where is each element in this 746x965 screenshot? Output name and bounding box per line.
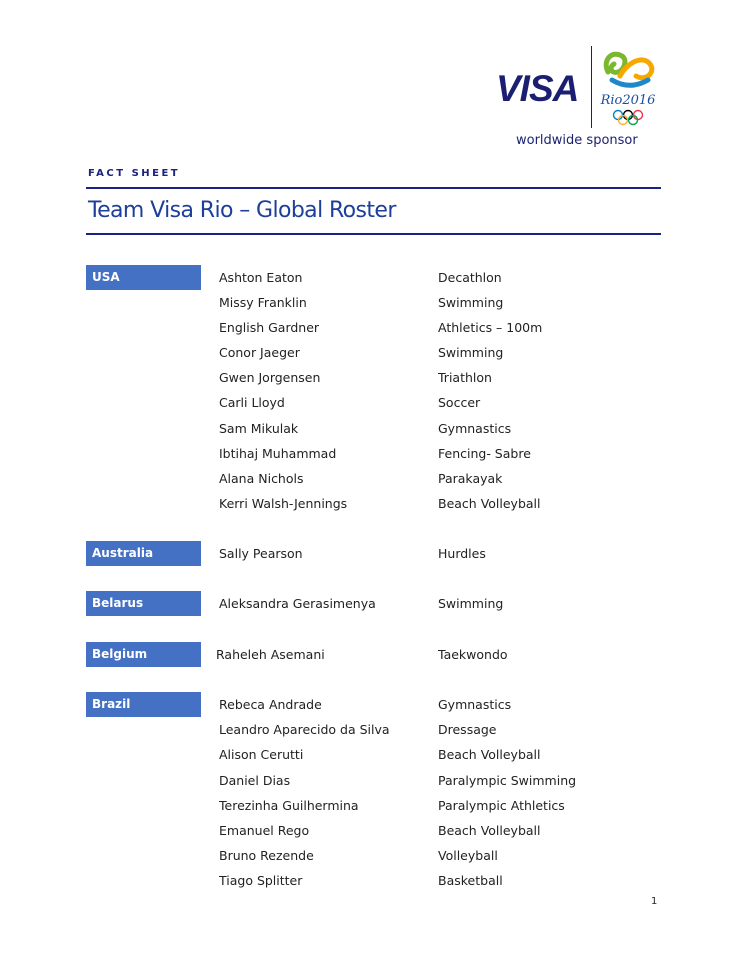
athlete-sport: Volleyball [438,848,498,863]
athlete-sport: Triathlon [438,370,492,385]
athlete-sport: Swimming [438,295,504,310]
visa-logo: VISA [496,68,579,109]
athlete-name: Rebeca Andrade [219,697,322,712]
athlete-name: Bruno Rezende [219,848,314,863]
athlete-name: Raheleh Asemani [216,647,325,662]
header-rule-top [86,187,661,189]
athlete-sport: Fencing- Sabre [438,446,531,461]
page-title: Team Visa Rio – Global Roster [88,198,396,223]
athlete-name: Daniel Dias [219,773,291,788]
sponsor-tagline: worldwide sponsor [516,133,638,148]
athlete-name: Ibtihaj Muhammad [219,446,337,461]
athlete-sport: Taekwondo [438,647,508,662]
athlete-sport: Dressage [438,722,497,737]
athlete-name: Kerri Walsh-Jennings [219,496,348,511]
logo-divider [591,46,592,128]
athlete-name: Tiago Splitter [219,873,303,888]
athlete-sport: Athletics – 100m [438,320,543,335]
country-badge-belgium: Belgium [86,642,201,667]
athlete-name: English Gardner [219,320,320,335]
document-label: FACT SHEET [88,168,181,179]
rio2016-wordmark: Rio2016 [600,93,656,108]
country-badge-usa: USA [86,265,201,290]
athlete-name: Gwen Jorgensen [219,370,321,385]
athlete-name: Ashton Eaton [219,270,303,285]
athlete-name: Terezinha Guilhermina [219,798,359,813]
athlete-name: Leandro Aparecido da Silva [219,722,390,737]
athlete-name: Sally Pearson [219,546,303,561]
sponsor-logo [494,44,664,152]
rio2016-emblem-icon [598,46,658,128]
country-badge-brazil: Brazil [86,692,201,717]
athlete-name: Conor Jaeger [219,345,300,360]
athlete-name: Alana Nichols [219,471,304,486]
athlete-sport: Parakayak [438,471,503,486]
athlete-name: Aleksandra Gerasimenya [219,596,376,611]
page-number: 1 [651,896,658,907]
country-badge-australia: Australia [86,541,201,566]
athlete-sport: Paralympic Swimming [438,773,577,788]
athlete-name: Alison Cerutti [219,747,304,762]
athlete-name: Emanuel Rego [219,823,310,838]
athlete-sport: Soccer [438,395,481,410]
athlete-name: Carli Lloyd [219,395,285,410]
athlete-sport: Swimming [438,596,504,611]
athlete-sport: Swimming [438,345,504,360]
athlete-sport: Paralympic Athletics [438,798,565,813]
athlete-sport: Hurdles [438,546,486,561]
athlete-name: Missy Franklin [219,295,307,310]
athlete-sport: Beach Volleyball [438,823,541,838]
country-badge-belarus: Belarus [86,591,201,616]
athlete-name: Sam Mikulak [219,421,299,436]
athlete-sport: Gymnastics [438,421,512,436]
athlete-sport: Basketball [438,873,503,888]
athlete-sport: Decathlon [438,270,502,285]
athlete-sport: Gymnastics [438,697,512,712]
athlete-sport: Beach Volleyball [438,747,541,762]
header-rule-bottom [86,233,661,235]
athlete-sport: Beach Volleyball [438,496,541,511]
